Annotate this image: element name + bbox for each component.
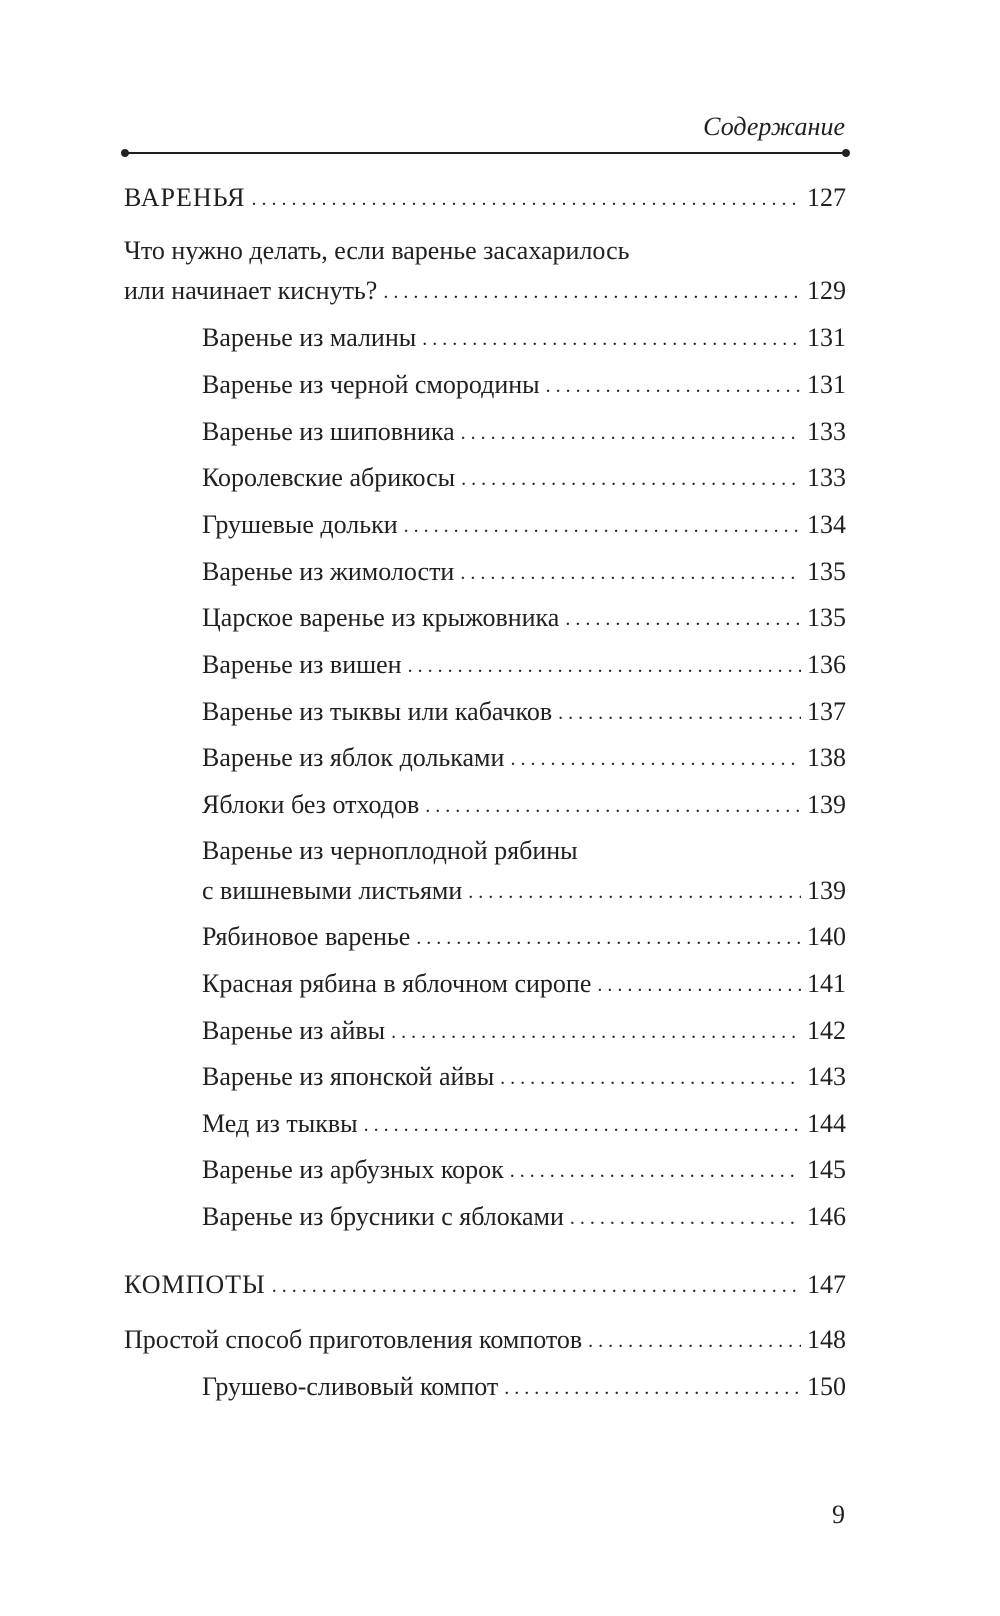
dot-leader: [500, 1063, 801, 1093]
toc-entry-title: Грушево-сливовый компот: [202, 1372, 499, 1401]
toc-entry-title-line2: или начинает киснуть?: [124, 276, 378, 305]
toc-entry[interactable]: [202, 790, 846, 822]
toc-entry[interactable]: [202, 1062, 846, 1094]
toc-entry[interactable]: [202, 1016, 846, 1048]
dot-leader: [588, 1326, 801, 1356]
toc-entry[interactable]: [202, 603, 846, 635]
toc-entry-title: Варенье из брусники с яблоками: [202, 1202, 564, 1231]
toc-entry[interactable]: [202, 1155, 846, 1187]
dot-leader: [461, 418, 801, 448]
header-rule: [124, 152, 846, 154]
toc-entry[interactable]: [202, 557, 846, 589]
toc-entry-page: 146: [807, 1202, 846, 1231]
toc-entry-title: Красная рябина в яблочном сиропе: [202, 969, 592, 998]
dot-leader: [364, 1110, 801, 1140]
toc-entry-sugared-jam[interactable]: [124, 236, 846, 308]
toc-entry-chokeberry[interactable]: [202, 836, 846, 908]
toc-entry[interactable]: [202, 650, 846, 682]
toc-entry[interactable]: [202, 370, 846, 402]
toc-entry-title: Грушевые дольки: [202, 510, 398, 539]
toc-entry-page: 138: [807, 743, 846, 772]
toc-entry-page: 142: [807, 1016, 846, 1045]
toc-entry-page: 135: [807, 557, 846, 586]
dot-leader: [404, 511, 801, 541]
toc-entry-title: Варенье из японской айвы: [202, 1062, 495, 1091]
toc-entry-page: 148: [807, 1325, 846, 1354]
toc-entry-title: Яблоки без отходов: [202, 790, 420, 819]
toc-entry-page: 137: [807, 697, 846, 726]
page-number: 9: [832, 1500, 845, 1529]
toc-entry-title-line2: с вишневыми листьями: [202, 876, 463, 905]
toc-entry-title: Варенье из яблок дольками: [202, 743, 505, 772]
dot-leader: [422, 324, 801, 354]
toc-entry-title: Варенье из айвы: [202, 1016, 386, 1045]
toc-entry-title: Мед из тыквы: [202, 1109, 358, 1138]
dot-leader: [558, 698, 801, 728]
toc-entry-page: 139: [807, 876, 846, 905]
toc-entry-title: Простой способ приготовления компотов: [124, 1325, 583, 1354]
toc-section-kompoty[interactable]: [124, 1270, 846, 1302]
dot-leader: [461, 464, 801, 494]
toc-entry-page: 140: [807, 922, 846, 951]
toc-section-varenya[interactable]: [124, 183, 846, 215]
toc-entry[interactable]: [202, 463, 846, 495]
dot-leader: [597, 970, 801, 1000]
toc-entry-page: 131: [807, 323, 846, 352]
toc-entry-title-line1: Варенье из черноплодной рябины: [202, 836, 578, 865]
toc-entry-title: Варенье из арбузных корок: [202, 1155, 504, 1184]
toc-entry-title: Варенье из жимолости: [202, 557, 455, 586]
toc-entry[interactable]: [202, 323, 846, 355]
toc-entry-page: 131: [807, 370, 846, 399]
dot-leader: [510, 1156, 801, 1186]
toc-entry[interactable]: [202, 1372, 846, 1404]
toc-entry[interactable]: [202, 969, 846, 1001]
toc-entry[interactable]: [202, 922, 846, 954]
dot-leader: [383, 277, 801, 307]
toc-entry-title: Варенье из малины: [202, 323, 417, 352]
toc-entry[interactable]: [124, 1325, 846, 1357]
toc-entry-title: Варенье из шиповника: [202, 417, 455, 446]
dot-leader: [546, 371, 801, 401]
dot-leader: [391, 1017, 801, 1047]
toc-entry-page: 139: [807, 790, 846, 819]
dot-leader: [252, 184, 802, 214]
toc-entry-title: Варенье из черной смородины: [202, 370, 540, 399]
toc-entry-title: Варенье из вишен: [202, 650, 402, 679]
toc-entry[interactable]: [202, 743, 846, 775]
dot-leader: [504, 1373, 801, 1403]
rule-dot-right: [842, 149, 850, 157]
toc-entry-page: 133: [807, 417, 846, 446]
dot-leader: [460, 558, 801, 588]
toc-entry-page: 150: [807, 1372, 846, 1401]
toc-entry-page: 144: [807, 1109, 846, 1138]
toc-entry[interactable]: [202, 1202, 846, 1234]
dot-leader: [408, 651, 801, 681]
dot-leader: [510, 744, 801, 774]
toc-entry[interactable]: [202, 417, 846, 449]
toc-entry-page: 135: [807, 603, 846, 632]
toc-entry-title-line1: Что нужно делать, если варенье засахарилось: [124, 236, 630, 265]
toc-entry[interactable]: [202, 1109, 846, 1141]
toc-entry-page: 133: [807, 463, 846, 492]
dot-leader: [468, 877, 801, 907]
toc-entry-page: 147: [807, 1270, 846, 1299]
toc-entry-page: 143: [807, 1062, 846, 1091]
toc-entry-page: 129: [807, 276, 846, 305]
toc-entry-title: Варенье из тыквы или кабачков: [202, 697, 553, 726]
toc-entry[interactable]: [202, 510, 846, 542]
dot-leader: [272, 1271, 801, 1301]
toc-entry-page: 127: [807, 183, 846, 212]
dot-leader: [570, 1203, 801, 1233]
toc-entry-title: Царское варенье из крыжовника: [202, 603, 560, 632]
dot-leader: [425, 791, 801, 821]
dot-leader: [416, 923, 801, 953]
toc-entry-title: Королевские абрикосы: [202, 463, 456, 492]
running-title: Содержание: [703, 112, 845, 141]
toc-entry-page: 145: [807, 1155, 846, 1184]
toc-entry[interactable]: [202, 697, 846, 729]
dot-leader: [565, 604, 801, 634]
toc-entry-title: Рябиновое варенье: [202, 922, 411, 951]
toc-entry-page: 136: [807, 650, 846, 679]
rule-dot-left: [121, 149, 129, 157]
toc-entry-page: 134: [807, 510, 846, 539]
toc-entry-title: ВАРЕНЬЯ: [124, 183, 246, 212]
toc-entry-title: КОМПОТЫ: [124, 1270, 266, 1299]
toc-entry-page: 141: [807, 969, 846, 998]
